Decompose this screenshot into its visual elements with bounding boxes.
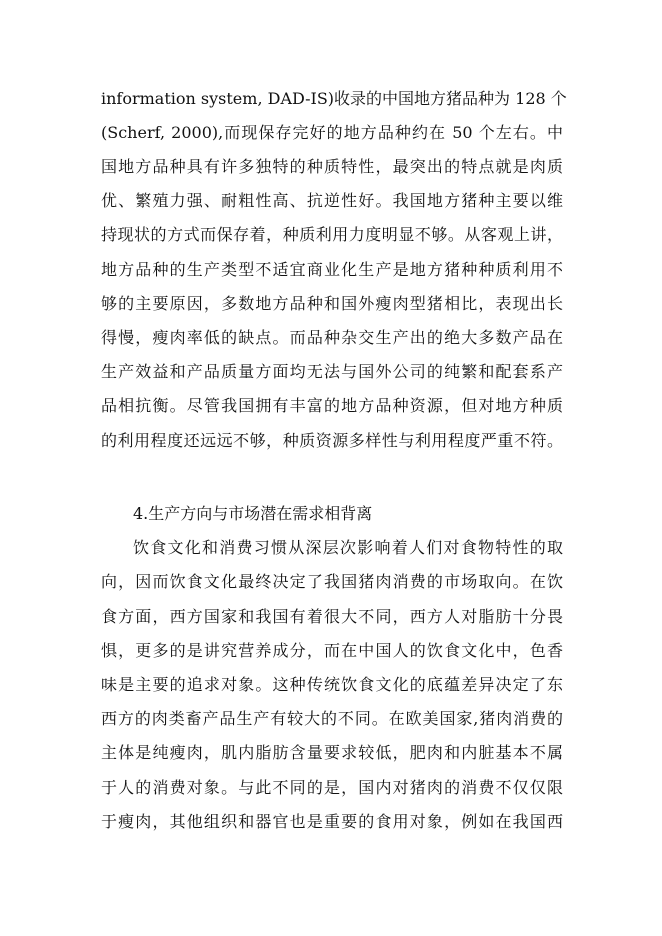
text-line: 得慢，瘦肉率低的缺点。而品种杂交生产出的绝大多数产品在 (101, 328, 563, 347)
text-line: (Scherf, 2000),而现保存完好的地方品种约在 50 个左右。中 (101, 123, 563, 142)
text-line: 于人的消费对象。与此不同的是，国内对猪肉的消费不仅仅限 (101, 778, 563, 797)
text-line: 味是主要的追求对象。这种传统饮食文化的底蕴差异决定了东 (101, 675, 563, 694)
text-line: 国地方品种具有许多独特的种质特性，最突出的特点就是肉质 (101, 157, 563, 176)
text-line: 向，因而饮食文化最终决定了我国猪肉消费的市场取向。在饮 (101, 572, 563, 591)
text-line: 的利用程度还远远不够，种质资源多样性与利用程度严重不符。 (101, 431, 563, 450)
text-line: 生产效益和产品质量方面均无法与国外公司的纯繁和配套系产 (101, 362, 563, 381)
section-heading: 4.生产方向与市场潜在需求相背离 (133, 504, 373, 523)
text-line: 西方的肉类畜产品生产有较大的不同。在欧美国家,猪肉消费的 (101, 709, 563, 728)
text-line: 优、繁殖力强、耐粗性高、抗逆性好。我国地方猪种主要以维 (101, 191, 563, 210)
text-line: 品相抗衡。尽管我国拥有丰富的地方品种资源，但对地方种质 (101, 396, 563, 415)
text-line: information system, DAD-IS)收录的中国地方猪品种为 128 个 (101, 89, 567, 108)
text-line: 主体是纯瘦肉，肌内脂肪含量要求较低，肥肉和内脏基本不属 (101, 743, 563, 762)
text-line: 够的主要原因，多数地方品种和国外瘦肉型猪相比，表现出长 (101, 294, 563, 313)
text-line: 地方品种的生产类型不适宜商业化生产是地方猪种种质利用不 (101, 260, 563, 279)
text-line: 于瘦肉，其他组织和器官也是重要的食用对象，例如在我国西 (101, 812, 563, 831)
text-line: 惧，更多的是讲究营养成分，而在中国人的饮食文化中，色香 (101, 641, 563, 660)
text-line: 饮食文化和消费习惯从深层次影响着人们对食物特性的取 (133, 538, 563, 557)
text-line: 持现状的方式而保存着，种质利用力度明显不够。从客观上讲， (101, 225, 563, 244)
text-line: 食方面，西方国家和我国有着很大不同，西方人对脂肪十分畏 (101, 607, 563, 626)
